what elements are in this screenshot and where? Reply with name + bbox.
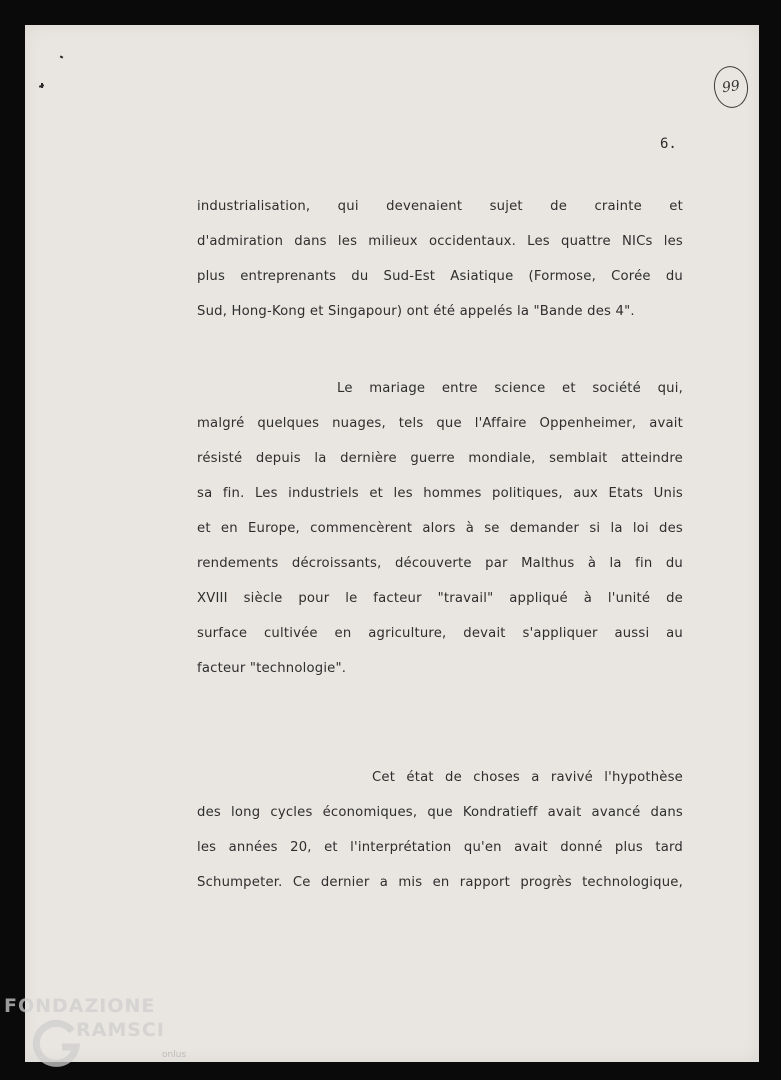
fondazione-gramsci-watermark (4, 995, 194, 1075)
watermark-line-1: FONDAZIONE (4, 995, 156, 1017)
text-line: résisté depuis la dernière guerre mondiale, semblait atteindre (197, 451, 683, 466)
text-line: des long cycles économiques, que Kondratieff avait avancé dans (197, 805, 683, 820)
text-line: rendements décroissants, découverte par Malthus à la fin du (197, 556, 683, 571)
page-number: 6. (660, 136, 677, 152)
text-line: surface cultivée en agriculture, devait s'appliquer aussi au (197, 626, 683, 641)
text-line: Sud, Hong-Kong et Singapour) ont été appelés la "Bande des 4". (197, 304, 635, 319)
watermark-line-2: RAMSCI (76, 1019, 165, 1041)
paragraph-2 (197, 380, 683, 695)
paragraph-3 (197, 769, 683, 909)
text-line: facteur "technologie". (197, 661, 347, 676)
text-line: industrialisation, qui devenaient sujet de crainte et (197, 199, 683, 214)
paragraph-1 (197, 198, 683, 338)
text-line: Schumpeter. Ce dernier a mis en rapport progrès technologique, (197, 875, 683, 890)
watermark-line-3: onlus (162, 1050, 187, 1060)
g-logo-icon (32, 1017, 82, 1067)
text-line: d'admiration dans les milieux occidentaux. Les quattre NICs les (197, 234, 683, 249)
text-line: malgré quelques nuages, tels que l'Affaire Oppenheimer, avait (197, 416, 683, 431)
text-line: les années 20, et l'interprétation qu'en avait donné plus tard (197, 840, 683, 855)
ink-speck (60, 55, 64, 58)
text-line: Cet état de choses a ravivé l'hypothèse (372, 770, 683, 785)
text-line: plus entreprenants du Sud-Est Asiatique (Formose, Corée du (197, 269, 683, 284)
ink-speck (41, 83, 43, 88)
text-line: et en Europe, commencèrent alors à se demander si la loi des (197, 521, 683, 536)
archive-folio-number: 99 (711, 64, 751, 110)
text-line: sa fin. Les industriels et les hommes politiques, aux Etats Unis (197, 486, 683, 501)
text-line: Le mariage entre science et société qui, (337, 381, 683, 396)
text-line: XVIII siècle pour le facteur "travail" appliqué à l'unité de (197, 591, 683, 606)
